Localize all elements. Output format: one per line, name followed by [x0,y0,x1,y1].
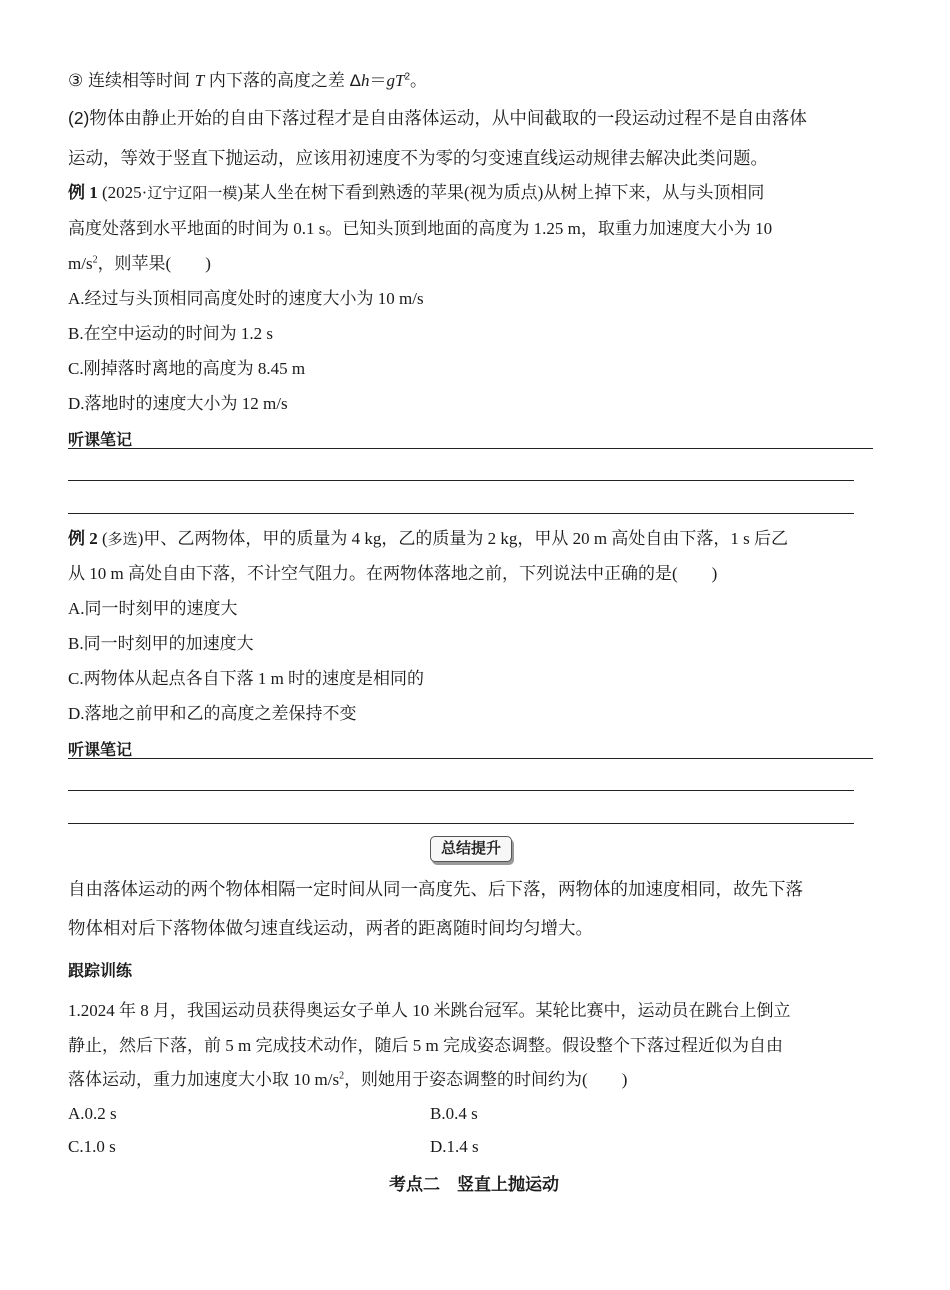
example1-option-b: B.在空中运动的时间为 1.2 s [68,324,273,343]
example1-option-d: D.落地时的速度大小为 12 m/s [68,394,288,413]
training-q1-line3 [68,1069,627,1091]
example2-notes-label: 听课笔记 [68,742,133,759]
example1-line3 [68,253,211,275]
item3-gT: gT [386,71,405,90]
example1-line2: 高度处落到水平地面的时间为 0.1 s。已知头顶到地面的高度为 1.25 m，取重力加速度大小为 10 [68,219,773,238]
notes-line [68,448,873,449]
example1-option-a: A.经过与头顶相同高度处时的速度大小为 10 m/s [68,289,424,308]
example2-label: 例 2 [68,529,98,548]
summary-badge: 总结提升 [430,836,512,862]
summary-badge-wrap [430,836,512,862]
example2-tag-close: ) [137,529,144,548]
example2-option-b: B.同一时刻甲的加速度大 [68,634,254,653]
notes-line [68,480,854,481]
training-option-d: D.1.4 s [430,1137,479,1156]
example1-option-c: C.刚掉落时离地的高度为 8.45 m [68,359,306,378]
example2-option-a: A.同一时刻甲的速度大 [68,599,238,618]
example1-line1 [68,182,764,204]
item3-prefix: ③ 连续相等时间 [68,71,195,90]
intro-item3 [68,70,427,92]
example1-label: 例 1 [68,183,98,202]
item3-eq: ＝ [369,71,387,90]
example1-line1-rest: 某人坐在树下看到熟透的苹果(视为质点)从树上掉下来，从与头顶相同 [243,183,765,202]
example2-line2: 从 10 m 高处自由下落，不计空气阻力。在两物体落地之前，下列说法中正确的是( ) [68,564,718,583]
example1-line3-rest: ，则苹果( ) [97,254,211,273]
example1-notes-label: 听课笔记 [68,432,133,449]
notes-line [68,513,854,514]
training-option-a: A.0.2 s [68,1104,117,1123]
example2-option-d: D.落地之前甲和乙的高度之差保持不变 [68,704,357,723]
item3-end: 。 [410,71,427,90]
training-option-b: B.0.4 s [430,1104,478,1123]
training-q1-line1: 1.2024 年 8 月，我国运动员获得奥运女子单人 10 米跳台冠军。某轮比赛中，运动员在跳台上倒立 [68,1001,791,1020]
training-q1-exp: 2 [339,1070,345,1082]
example1-source-close: ) [237,183,244,202]
intro-note2-line1: (2)物体由静止开始的自由下落过程才是自由落体运动，从中间截取的一段运动过程不是自由落体 [68,108,807,128]
item3-mid: 内下落的高度之差 Δ [204,71,361,90]
training-option-c: C.1.0 s [68,1137,116,1156]
example2-tag: 多选 [107,530,138,548]
example2-line1 [68,528,788,550]
training-heading: 跟踪训练 [68,963,133,980]
intro-note2-line2: 运动，等效于竖直下抛运动，应该用初速度不为零的匀变速直线运动规律去解决此类问题。 [68,148,768,168]
training-q1-line2: 静止，然后下落，前 5 m 完成技术动作，随后 5 m 完成姿态调整。假设整个下落过程近似为自由 [68,1036,783,1055]
training-q1-line3-b: ，则她用于姿态调整的时间约为( ) [344,1070,628,1089]
section-heading: 考点二 竖直上抛运动 [389,1175,559,1194]
summary-line1: 自由落体运动的两个物体相隔一定时间从同一高度先、后下落，两物体的加速度相同，故先下落 [68,879,803,899]
notes-line [68,823,854,824]
example2-line1-rest: 甲、乙两物体，甲的质量为 4 kg，乙的质量为 2 kg，甲从 20 m 高处自由下落，1 s 后乙 [143,529,788,548]
example2-tag-open: ( [97,529,108,548]
notes-line [68,758,873,759]
item3-exp: 2 [404,71,410,83]
notes-line [68,790,854,791]
item3-h: h [360,71,370,90]
summary-line2: 物体相对后下落物体做匀速直线运动，两者的距离随时间均匀增大。 [68,918,593,938]
example1-exp: 2 [92,254,98,266]
example1-source: 辽宁辽阳一模 [147,184,238,202]
example1-source-open: (2025· [97,183,148,202]
training-q1-line3-a: 落体运动，重力加速度大小取 10 m/s [68,1070,340,1089]
example2-option-c: C.两物体从起点各自下落 1 m 时的速度是相同的 [68,669,425,688]
example1-unit: m/s [68,254,93,273]
item3-T: T [194,71,205,90]
